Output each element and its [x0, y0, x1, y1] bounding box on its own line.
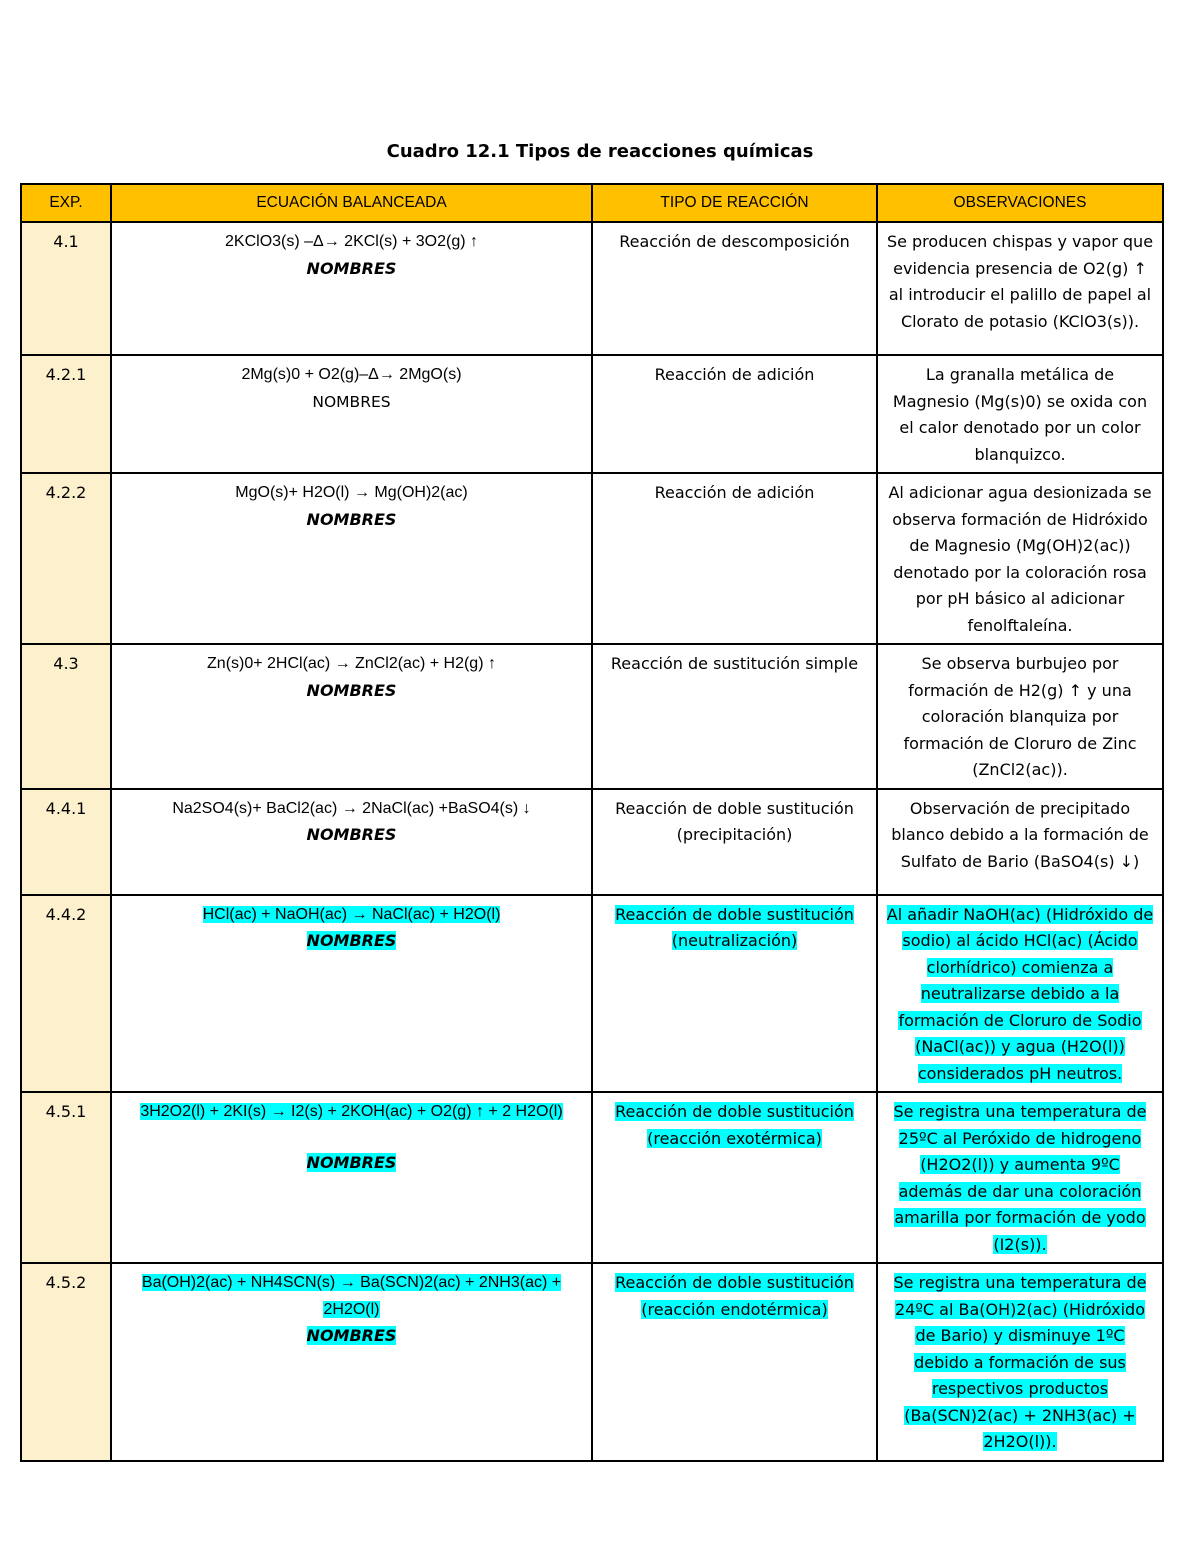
- observation-text: Se registra una temperatura de 24ºC al Ba(OH)2(ac) (Hidróxido de Bario) y disminuye 1ºC debido a formación de sus respectivos productos (Ba(SCN)2(ac) + 2NH3(ac) + 2H2O(l)).: [893, 1273, 1147, 1451]
- exp-cell: 4.1: [21, 222, 111, 355]
- equation-text: MgO(s)+ H2O(l) → Mg(OH)2(ac): [235, 484, 468, 501]
- equation-text: Na2SO4(s)+ BaCl2(ac) → 2NaCl(ac) +BaSO4(s) ↓: [172, 799, 531, 817]
- equation-text: 2KClO3(s) –Δ→ 2KCl(s) + 3O2(g) ↑: [225, 233, 478, 250]
- header-equation: ECUACIÓN BALANCEADA: [111, 184, 592, 222]
- equation-cell: [111, 1092, 592, 1263]
- equation-cell: [111, 1263, 592, 1461]
- equation-cell: [111, 644, 592, 789]
- equation-text: Zn(s)0+ 2HCl(ac) → ZnCl2(ac) + H2(g) ↑: [207, 655, 496, 672]
- observation-cell: Se observa burbujeo por formación de H2(g) ↑ y una coloración blanquiza por formación de Cloruro de Zinc (ZnCl2(ac)).: [877, 644, 1163, 789]
- equation-cell: [111, 789, 592, 895]
- table-row: [21, 1263, 1163, 1461]
- reaction-type-cell: Reacción de adición: [592, 473, 877, 644]
- reaction-type-cell: Reacción de sustitución simple: [592, 644, 877, 789]
- reaction-type-cell: Reacción de adición: [592, 355, 877, 473]
- observation-cell: Al adicionar agua desionizada se observa formación de Hidróxido de Magnesio (Mg(OH)2(ac)) denotado por la coloración rosa por pH básico al adicionar fenolftaleína.: [877, 473, 1163, 644]
- equation-cell: [111, 222, 592, 355]
- exp-cell: 4.4.2: [21, 895, 111, 1093]
- observation-text: Se registra una temperatura de 25ºC al Peróxido de hidrogeno (H2O2(l)) y aumenta 9ºC además de dar una coloración amarilla por formación de yodo (I2(s)).: [893, 1102, 1147, 1254]
- exp-cell: 4.4.1: [21, 789, 111, 895]
- reaction-type-cell: [592, 895, 877, 1093]
- reaction-type-cell: [592, 1263, 877, 1461]
- reaction-type-text: Reacción de doble sustitución (neutralización): [615, 904, 854, 950]
- exp-cell: 4.2.1: [21, 355, 111, 473]
- reaction-type-text: Reacción de doble sustitución (reacción exotérmica): [615, 1102, 854, 1148]
- table-row: [21, 473, 1163, 644]
- names-label: NOMBRES: [306, 931, 397, 950]
- header-exp: EXP.: [21, 184, 111, 222]
- observation-cell: Se producen chispas y vapor que evidencia presencia de O2(g) ↑ al introducir el palillo de papel al Clorato de potasio (KClO3(s)).: [877, 222, 1163, 355]
- header-observations: OBSERVACIONES: [877, 184, 1163, 222]
- names-label: NOMBRES: [306, 825, 397, 844]
- equation-text: HCl(ac) + NaOH(ac) → NaCl(ac) + H2O(l): [202, 905, 501, 923]
- reaction-type-cell: Reacción de doble sustitución (precipitación): [592, 789, 877, 895]
- reaction-type-text: Reacción de doble sustitución (reacción endotérmica): [615, 1273, 854, 1319]
- names-label: NOMBRES: [306, 1326, 397, 1345]
- observation-cell: La granalla metálica de Magnesio (Mg(s)0) se oxida con el calor denotado por un color blanquizco.: [877, 355, 1163, 473]
- reactions-table: [20, 183, 1164, 1462]
- exp-cell: 4.5.1: [21, 1092, 111, 1263]
- observation-cell: Observación de precipitado blanco debido a la formación de Sulfato de Bario (BaSO4(s) ↓): [877, 789, 1163, 895]
- table-row: [21, 1092, 1163, 1263]
- equation-cell: [111, 355, 592, 473]
- observation-cell: [877, 895, 1163, 1093]
- names-label: NOMBRES: [306, 509, 397, 529]
- names-label: NOMBRES: [306, 1152, 397, 1172]
- table-row: [21, 644, 1163, 789]
- equation-text: 2Mg(s)0 + O2(g)–Δ→ 2MgO(s): [241, 366, 462, 383]
- names-label: NOMBRES: [306, 680, 397, 700]
- table-row: [21, 895, 1163, 1093]
- exp-cell: 4.3: [21, 644, 111, 789]
- reaction-type-cell: [592, 1092, 877, 1263]
- table-caption: Cuadro 12.1 Tipos de reacciones químicas: [386, 141, 814, 162]
- equation-cell: [111, 473, 592, 644]
- exp-cell: 4.2.2: [21, 473, 111, 644]
- table-header-row: [21, 184, 1163, 222]
- observation-cell: [877, 1092, 1163, 1263]
- names-label: NOMBRES: [306, 258, 397, 278]
- table-row: [21, 789, 1163, 895]
- observation-cell: [877, 1263, 1163, 1461]
- equation-cell: [111, 895, 592, 1093]
- names-label: NOMBRES: [312, 392, 391, 411]
- table-row: [21, 222, 1163, 355]
- observation-text: Al añadir NaOH(ac) (Hidróxido de sodio) al ácido HCl(ac) (Ácido clorhídrico) comienza a neutralizarse debido a la formación de Cloruro de Sodio (NaCl(ac)) y agua (H2O(l)) considerados pH neutros.: [886, 904, 1154, 1083]
- equation-text: 3H2O2(l) + 2KI(s) → I2(s) + 2KOH(ac) + O2(g) ↑ + 2 H2O(l): [140, 1103, 563, 1120]
- reaction-type-cell: Reacción de descomposición: [592, 222, 877, 355]
- table-row: [21, 355, 1163, 473]
- equation-text: Ba(OH)2(ac) + NH4SCN(s) → Ba(SCN)2(ac) + 2NH3(ac) + 2H2O(l): [141, 1274, 562, 1318]
- header-type: TIPO DE REACCIÓN: [592, 184, 877, 222]
- exp-cell: 4.5.2: [21, 1263, 111, 1461]
